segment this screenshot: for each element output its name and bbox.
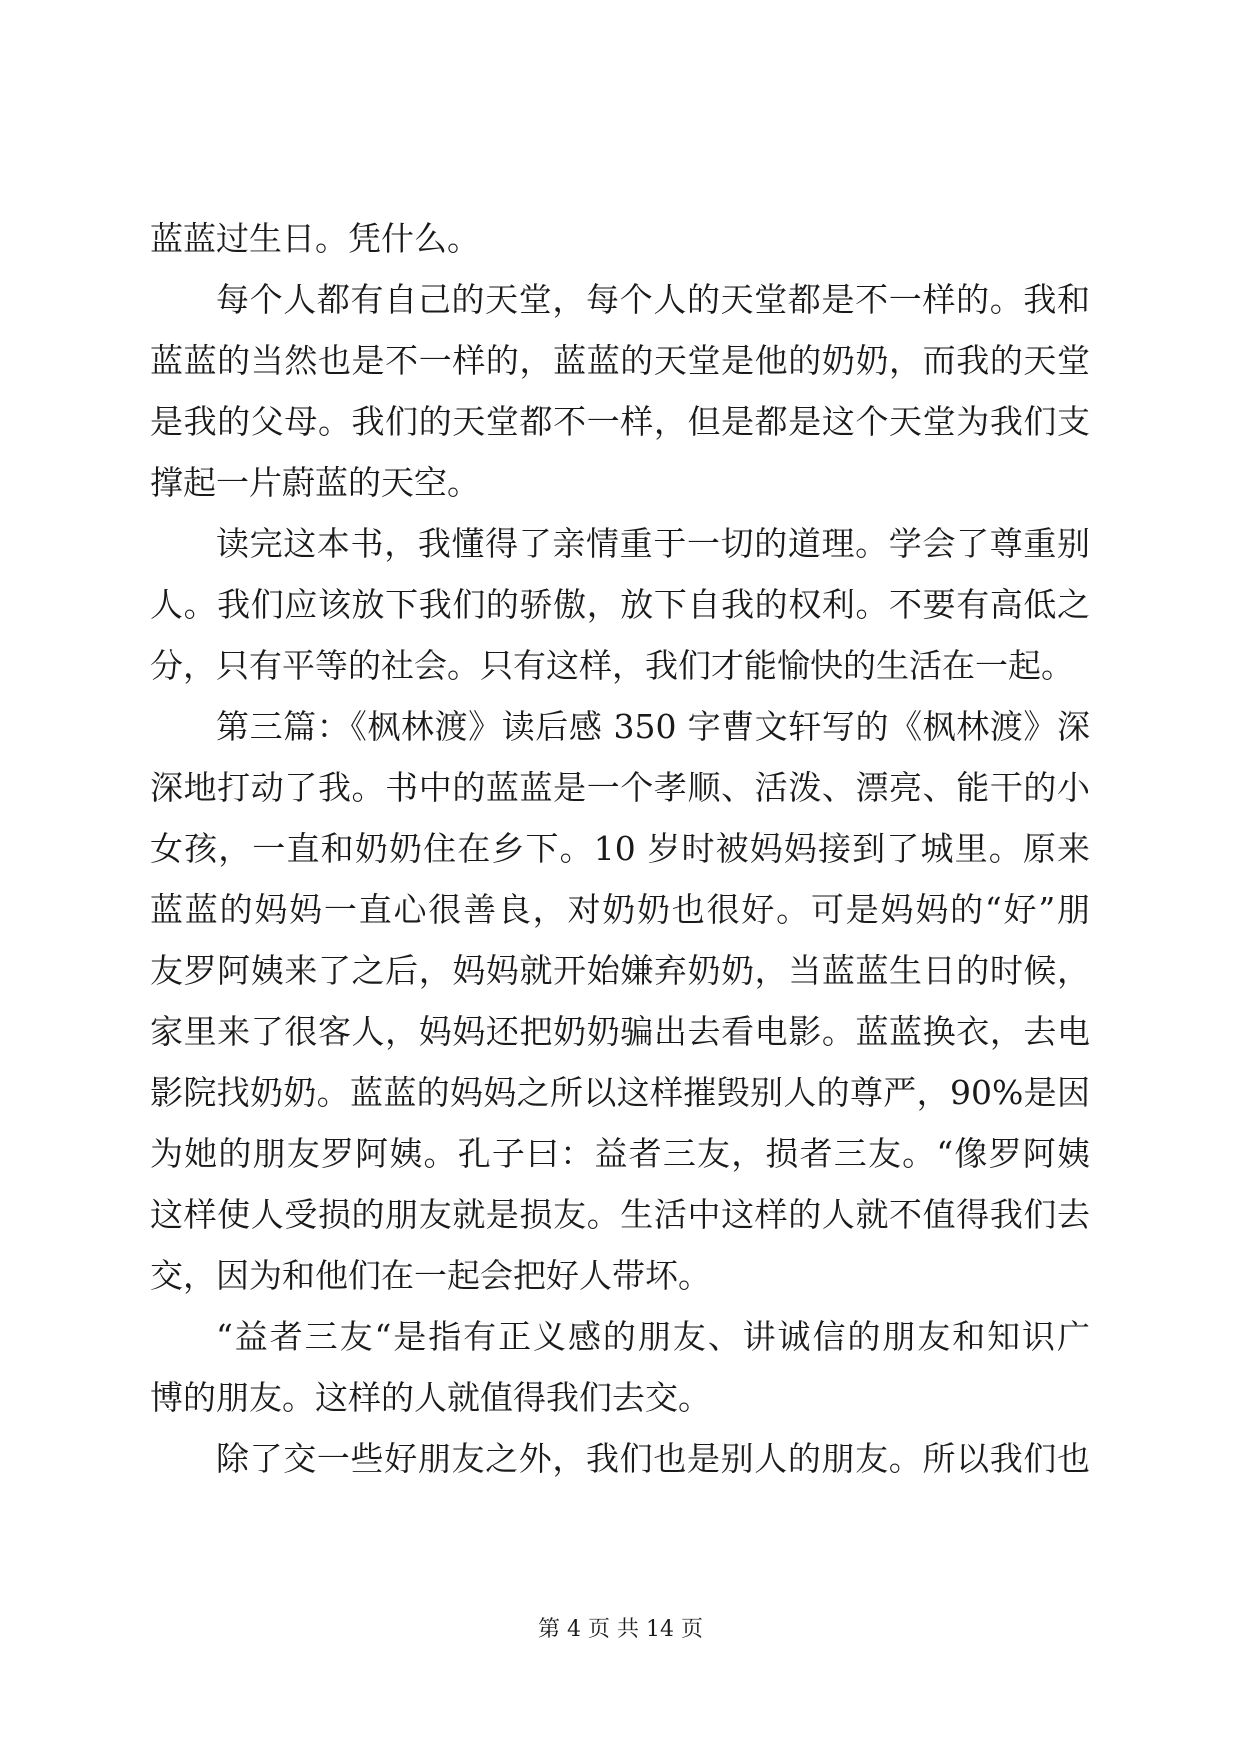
text-line: 蓝蓝过生日。凭什么。	[150, 219, 480, 258]
paragraph	[150, 208, 1090, 269]
text-line: 撑起一片蔚蓝的天空。	[150, 463, 480, 502]
document-body	[150, 208, 1090, 1489]
paragraph	[150, 513, 1090, 696]
text-line: 博的朋友。这样的人就值得我们去交。	[150, 1378, 711, 1417]
text-line: 读完这本书，我懂得了亲情重于一切的道理。学会了尊重别	[216, 524, 1090, 563]
text-line: 交，因为和他们在一起会把好人带坏。	[150, 1256, 711, 1295]
text-line: 人。我们应该放下我们的骄傲，放下自我的权利。不要有高低之	[150, 585, 1090, 624]
paragraph	[150, 1428, 1090, 1489]
text-line: 蓝蓝的妈妈一直心很善良，对奶奶也很好。可是妈妈的“好”朋	[150, 890, 1090, 929]
text-line: 深地打动了我。书中的蓝蓝是一个孝顺、活泼、漂亮、能干的小	[150, 768, 1090, 807]
page-number-footer: 第 4 页 共 14 页	[538, 1617, 703, 1642]
text-line: 每个人都有自己的天堂，每个人的天堂都是不一样的。我和	[216, 280, 1090, 319]
text-line: 友罗阿姨来了之后，妈妈就开始嫌弃奶奶，当蓝蓝生日的时候，	[150, 951, 1090, 990]
text-line: 家里来了很客人，妈妈还把奶奶骗出去看电影。蓝蓝换衣，去电	[150, 1012, 1090, 1051]
text-line: 除了交一些好朋友之外，我们也是别人的朋友。所以我们也	[216, 1439, 1090, 1478]
text-line: 是我的父母。我们的天堂都不一样，但是都是这个天堂为我们支	[150, 402, 1090, 441]
text-line: 为她的朋友罗阿姨。孔子曰：益者三友，损者三友。“像罗阿姨	[150, 1134, 1090, 1173]
paragraph	[150, 269, 1090, 513]
text-line: 这样使人受损的朋友就是损友。生活中这样的人就不值得我们去	[150, 1195, 1090, 1234]
text-line: 分，只有平等的社会。只有这样，我们才能愉快的生活在一起。	[150, 646, 1074, 685]
text-line: 蓝蓝的当然也是不一样的，蓝蓝的天堂是他的奶奶，而我的天堂	[150, 341, 1090, 380]
text-line: 女孩，一直和奶奶住在乡下。10 岁时被妈妈接到了城里。原来	[150, 829, 1090, 868]
text-line: 第三篇：《枫林渡》读后感 350 字曹文轩写的《枫林渡》深	[216, 707, 1090, 746]
paragraph	[150, 1306, 1090, 1428]
paragraph	[150, 696, 1090, 1306]
text-line: “益者三友“是指有正义感的朋友、讲诚信的朋友和知识广	[216, 1317, 1090, 1356]
text-line: 影院找奶奶。蓝蓝的妈妈之所以这样摧毁别人的尊严，90%是因	[150, 1073, 1090, 1112]
